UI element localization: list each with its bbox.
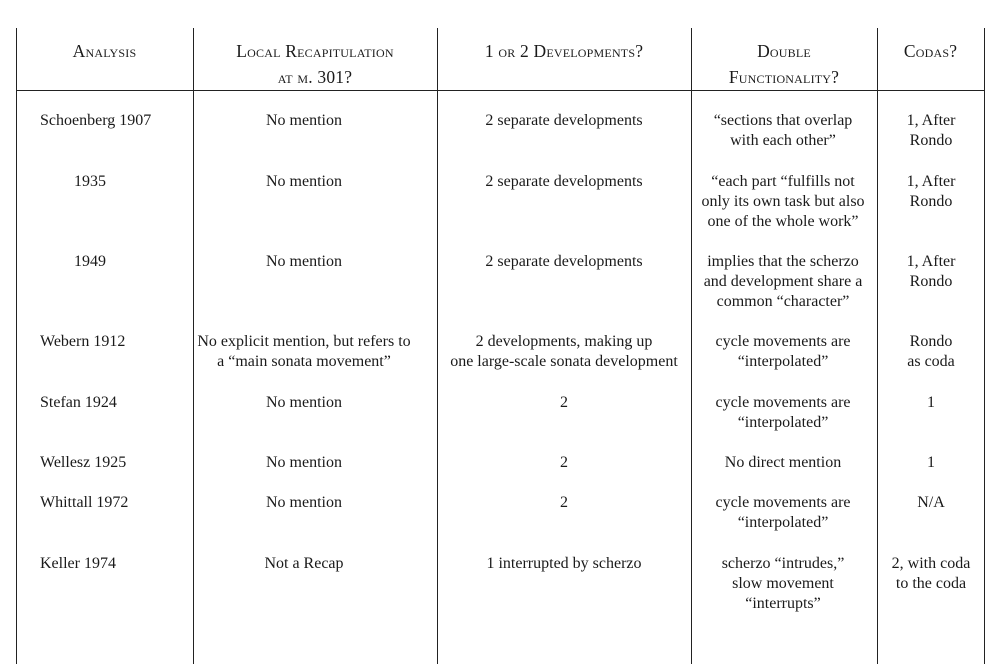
- row-codas: [879, 393, 983, 413]
- row-codas: [879, 332, 983, 372]
- developments-text: 2: [560, 394, 568, 411]
- dual-text: No direct mention: [724, 454, 842, 471]
- dual-text: “interpolated”: [737, 353, 829, 370]
- row-recap: [196, 332, 412, 372]
- column-divider: [437, 28, 438, 664]
- recap-text: a “main sonata movement”: [217, 353, 391, 370]
- row-analysis: [40, 393, 117, 413]
- row-dual: [692, 393, 874, 433]
- header-recap-line-1: Local Recapitulation: [236, 41, 394, 61]
- row-analysis: [40, 554, 116, 574]
- row-dual: [692, 172, 874, 232]
- dual-text: slow movement: [732, 575, 834, 592]
- developments-text: 2: [560, 454, 568, 471]
- codas-text: as coda: [907, 353, 955, 370]
- row-dual: [692, 453, 874, 473]
- row-codas: [879, 453, 983, 473]
- row-analysis: [74, 172, 106, 192]
- row-dual: [692, 252, 874, 312]
- header-divider: [16, 90, 984, 91]
- dual-text: implies that the scherzo: [707, 253, 859, 270]
- row-developments: [440, 453, 688, 473]
- codas-text: 1, After: [906, 253, 956, 270]
- developments-text: one large-scale sonata development: [450, 353, 678, 370]
- row-dual: [692, 493, 874, 533]
- dual-text: “sections that overlap: [713, 112, 853, 129]
- analysis-label: Stefan 1924: [40, 394, 117, 411]
- codas-text: Rondo: [909, 273, 953, 290]
- codas-text: Rondo: [909, 193, 953, 210]
- row-dual: [692, 111, 874, 151]
- recap-text: No mention: [266, 253, 342, 270]
- codas-text: N/A: [917, 494, 945, 511]
- analysis-label: Whittall 1972: [40, 494, 129, 511]
- dual-text: cycle movements are: [715, 494, 851, 511]
- row-analysis: [40, 332, 125, 352]
- analysis-label: Wellesz 1925: [40, 454, 127, 471]
- recap-text: No explicit mention, but refers to: [197, 333, 411, 350]
- developments-text: 2: [560, 494, 568, 511]
- row-codas: [879, 172, 983, 212]
- row-recap: [196, 252, 412, 272]
- row-developments: [440, 172, 688, 192]
- header-recapitulation: [193, 38, 437, 90]
- row-recap: [196, 111, 412, 131]
- dual-text: scherzo “intrudes,”: [721, 555, 845, 572]
- codas-text: 1: [927, 454, 935, 471]
- developments-text: 2 developments, making up: [475, 333, 653, 350]
- dual-text: and development share a: [703, 273, 863, 290]
- header-recap-line-2: at m. 301?: [277, 67, 353, 87]
- column-divider: [877, 28, 878, 664]
- row-developments: [440, 554, 688, 574]
- row-dual: [692, 554, 874, 614]
- header-dual-line-1: Double: [757, 41, 811, 61]
- analysis-label: Keller 1974: [40, 555, 116, 572]
- row-developments: [440, 493, 688, 513]
- developments-text: 2 separate developments: [485, 112, 643, 129]
- header-codas: [877, 38, 984, 64]
- table-border-right: [984, 28, 985, 664]
- header-developments-label: 1 or 2 Developments?: [484, 41, 644, 61]
- row-analysis: [40, 111, 151, 131]
- column-divider: [193, 28, 194, 664]
- codas-text: to the coda: [895, 575, 967, 592]
- recap-text: No mention: [266, 112, 342, 129]
- developments-text: 1 interrupted by scherzo: [486, 555, 642, 572]
- codas-text: 1, After: [906, 112, 956, 129]
- analysis-label: 1949: [74, 253, 106, 270]
- header-dual-line-2: Functionality?: [728, 67, 840, 87]
- row-codas: [879, 554, 983, 594]
- row-recap: [196, 493, 412, 513]
- header-analysis: [16, 38, 193, 64]
- recap-text: No mention: [266, 494, 342, 511]
- analysis-label: Schoenberg 1907: [40, 112, 152, 129]
- row-analysis: [40, 453, 126, 473]
- dual-text: only its own task but also: [701, 193, 865, 210]
- recap-text: Not a Recap: [264, 555, 344, 572]
- row-developments: [440, 111, 688, 131]
- dual-text: one of the whole work”: [707, 213, 859, 230]
- analysis-label: 1935: [74, 173, 106, 190]
- row-developments: [440, 332, 688, 372]
- codas-text: 1: [927, 394, 935, 411]
- dual-text: “interpolated”: [737, 414, 829, 431]
- row-codas: [879, 111, 983, 151]
- codas-text: Rondo: [909, 333, 953, 350]
- row-recap: [196, 393, 412, 413]
- codas-text: 1, After: [906, 173, 956, 190]
- row-recap: [196, 554, 412, 574]
- recap-text: No mention: [266, 173, 342, 190]
- dual-text: “interpolated”: [737, 514, 829, 531]
- codas-text: 2, with coda: [891, 555, 971, 572]
- row-developments: [440, 393, 688, 413]
- codas-text: Rondo: [909, 132, 953, 149]
- recap-text: No mention: [266, 454, 342, 471]
- row-analysis: [40, 493, 128, 513]
- row-codas: [879, 252, 983, 292]
- recap-text: No mention: [266, 394, 342, 411]
- row-recap: [196, 172, 412, 192]
- developments-text: 2 separate developments: [485, 253, 643, 270]
- developments-text: 2 separate developments: [485, 173, 643, 190]
- header-double-functionality: [691, 38, 877, 90]
- row-dual: [692, 332, 874, 372]
- header-analysis-label: Analysis: [72, 41, 137, 61]
- row-codas: [879, 493, 983, 513]
- dual-text: cycle movements are: [715, 394, 851, 411]
- dual-text: common “character”: [716, 293, 850, 310]
- row-recap: [196, 453, 412, 473]
- analysis-label: Webern 1912: [40, 333, 126, 350]
- dual-text: cycle movements are: [715, 333, 851, 350]
- row-analysis: [74, 252, 106, 272]
- dual-text: “each part “fulfills not: [711, 173, 855, 190]
- dual-text: “interrupts”: [745, 595, 821, 612]
- row-developments: [440, 252, 688, 272]
- dual-text: with each other”: [730, 132, 836, 149]
- header-codas-label: Codas?: [903, 41, 958, 61]
- table-border-left: [16, 28, 17, 664]
- header-developments: [437, 38, 691, 64]
